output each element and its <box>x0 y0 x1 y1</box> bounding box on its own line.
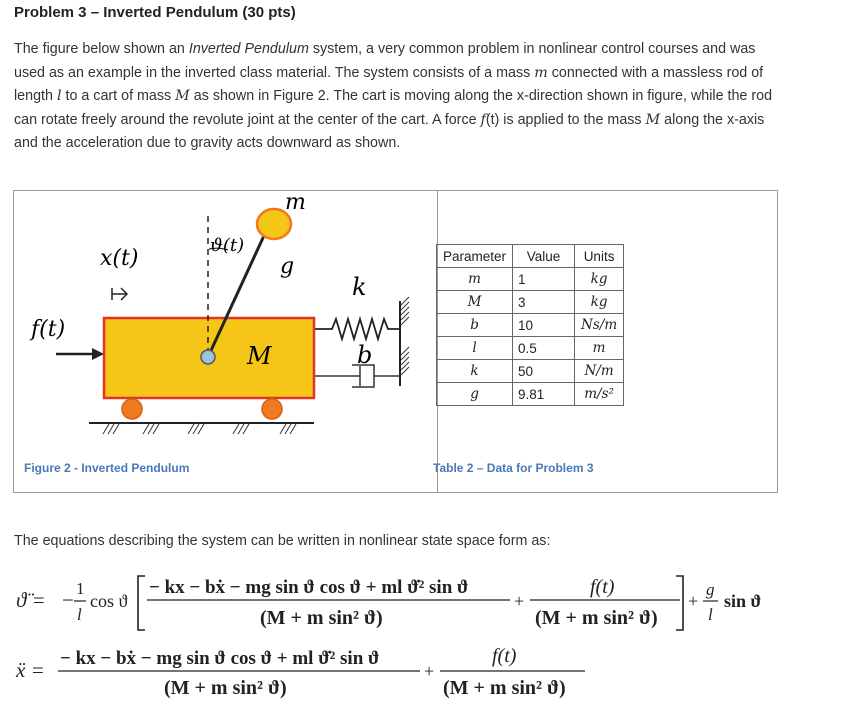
table-caption: Table 2 – Data for Problem 3 <box>433 461 594 475</box>
figure-caption: Figure 2 - Inverted Pendulum <box>24 461 190 475</box>
parameter-table <box>436 244 624 406</box>
table-header-row <box>437 245 624 268</box>
table-row: M 3 kg <box>437 291 624 314</box>
label-m: m <box>285 191 306 215</box>
svg-text:+: + <box>424 661 435 681</box>
svg-text:(M + m sin² ϑ): (M + m sin² ϑ) <box>260 607 383 629</box>
svg-text:l: l <box>708 605 713 624</box>
equations <box>0 560 859 709</box>
spring <box>314 319 400 339</box>
header-value: Value <box>513 245 575 268</box>
label-x: x(t) <box>100 246 139 271</box>
revolute-joint <box>201 350 215 364</box>
label-f: f(t) <box>31 317 66 342</box>
wheel-left <box>122 399 142 419</box>
pendulum-figure <box>14 191 435 461</box>
svg-text:l: l <box>77 605 82 624</box>
svg-text:f(t): f(t) <box>492 645 517 667</box>
svg-text:(M + m sin² ϑ): (M + m sin² ϑ) <box>164 677 287 699</box>
svg-text:ẍ =: ẍ = <box>16 658 45 682</box>
svg-text:− kx − bẋ − mg sin ϑ cos ϑ + m: − kx − bẋ − mg sin ϑ cos ϑ + ml ϑ̇² sin ϑ <box>60 648 380 669</box>
svg-text:sin ϑ: sin ϑ <box>724 591 762 611</box>
equation-theta <box>16 576 762 630</box>
svg-text:g: g <box>706 580 715 599</box>
svg-text:(M + m sin² ϑ): (M + m sin² ϑ) <box>443 677 566 699</box>
svg-text:−: − <box>62 588 74 612</box>
problem-title: Problem 3 – Inverted Pendulum (30 pts) <box>14 4 296 21</box>
table-row: l 0.5 m <box>437 337 624 360</box>
svg-text:(M + m sin² ϑ): (M + m sin² ϑ) <box>535 607 658 629</box>
svg-text:ϑ̈ =: ϑ̈ = <box>16 588 46 612</box>
header-parameter: Parameter <box>437 245 513 268</box>
svg-text:+: + <box>514 591 525 611</box>
svg-text:cos ϑ: cos ϑ <box>90 591 128 611</box>
label-k: k <box>352 273 367 301</box>
label-theta: ϑ(t) <box>210 235 245 256</box>
label-M: M <box>247 342 272 370</box>
equations-intro: The equations describing the system can be written in nonlinear state space form as: <box>14 533 551 549</box>
table-row: b 10 Ns/m <box>437 314 624 337</box>
header-units: Units <box>575 245 624 268</box>
svg-text:f(t): f(t) <box>590 576 615 598</box>
table-row: g 9.81 m/s² <box>437 383 624 406</box>
equation-x <box>15 645 585 699</box>
force-arrowhead <box>92 348 104 360</box>
label-b: b <box>357 341 373 369</box>
table-row: m 1 kg <box>437 268 624 291</box>
svg-text:1: 1 <box>76 579 85 598</box>
ground <box>89 423 314 434</box>
svg-text:− kx − bẋ − mg sin ϑ cos ϑ + m: − kx − bẋ − mg sin ϑ cos ϑ + ml ϑ̇² sin ϑ <box>149 577 469 598</box>
problem-description: The figure below shown an Inverted Pendulum system, a very common problem in nonlinear control courses and was used as an example in the inverted class material. The system consists of a mass m connected with a massless rod of length l to a cart of mass M as shown in Figure 2. The cart is moving along the x-direction shown in figure, while the rod can rotate freely around the revolute joint at the center of the cart. A force f(t) is applied to the mass M along the x-axis and the acceleration due to gravity acts downward as shown. <box>14 41 773 151</box>
svg-text:+: + <box>688 591 699 611</box>
table-row: k 50 N/m <box>437 360 624 383</box>
label-g: g <box>280 254 295 279</box>
wheel-right <box>262 399 282 419</box>
wall <box>400 297 409 386</box>
